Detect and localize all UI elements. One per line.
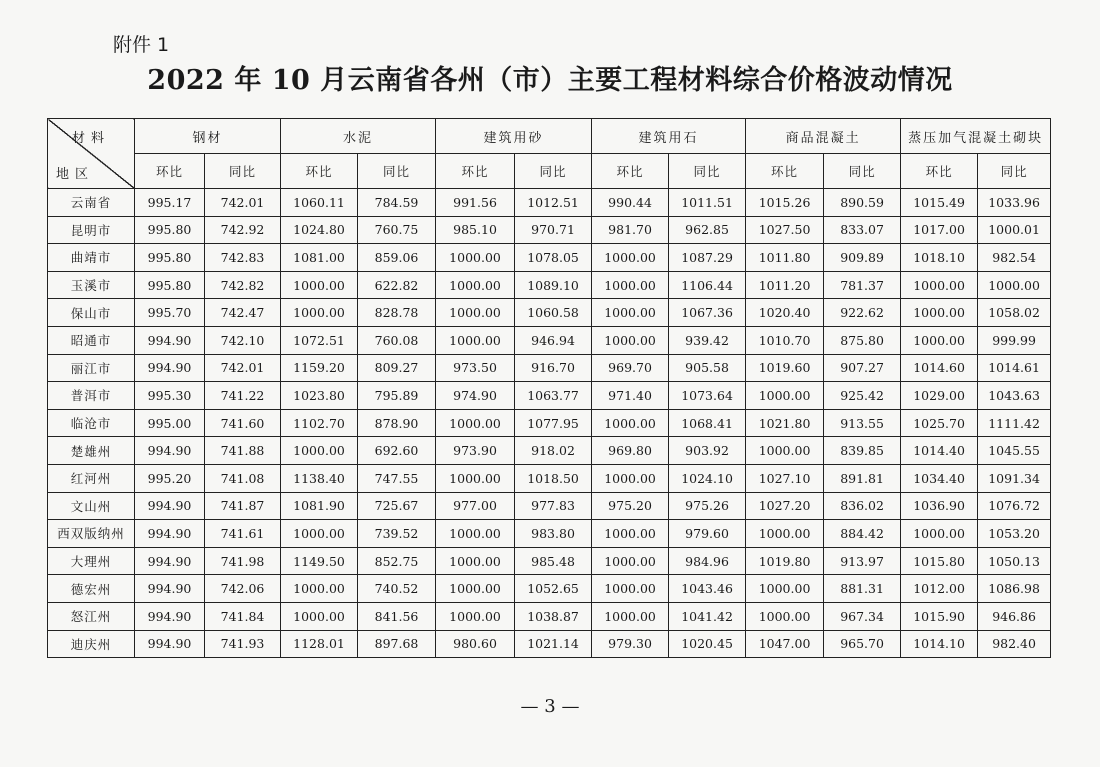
mom-value-cell: 994.90 xyxy=(135,547,205,575)
corner-region-label: 地区 xyxy=(56,167,95,182)
mom-value-cell: 981.70 xyxy=(592,216,669,244)
sub-mom: 环比 xyxy=(592,154,669,189)
table-row xyxy=(48,602,1051,630)
price-table xyxy=(47,118,1051,658)
mom-value-cell: 994.90 xyxy=(135,630,205,658)
yoy-value-cell: 742.06 xyxy=(205,575,281,603)
mom-value-cell: 1015.80 xyxy=(901,547,978,575)
mom-value-cell: 1036.90 xyxy=(901,492,978,520)
table-body xyxy=(48,189,1051,658)
mom-value-cell: 1047.00 xyxy=(746,630,824,658)
yoy-value-cell: 1050.13 xyxy=(978,547,1051,575)
mom-value-cell: 1014.10 xyxy=(901,630,978,658)
mom-value-cell: 1000.00 xyxy=(436,299,515,327)
yoy-value-cell: 742.83 xyxy=(205,244,281,272)
mom-value-cell: 1000.00 xyxy=(436,464,515,492)
yoy-value-cell: 1087.29 xyxy=(669,244,746,272)
yoy-value-cell: 836.02 xyxy=(824,492,901,520)
mom-value-cell: 1000.00 xyxy=(436,326,515,354)
yoy-value-cell: 913.97 xyxy=(824,547,901,575)
mom-value-cell: 1000.00 xyxy=(901,326,978,354)
yoy-value-cell: 979.60 xyxy=(669,520,746,548)
yoy-value-cell: 909.89 xyxy=(824,244,901,272)
mom-value-cell: 1023.80 xyxy=(281,382,358,410)
yoy-value-cell: 925.42 xyxy=(824,382,901,410)
table-row xyxy=(48,547,1051,575)
mom-value-cell: 974.90 xyxy=(436,382,515,410)
mom-value-cell: 1000.00 xyxy=(436,271,515,299)
mom-value-cell: 1014.60 xyxy=(901,354,978,382)
mom-value-cell: 990.44 xyxy=(592,189,669,217)
yoy-value-cell: 890.59 xyxy=(824,189,901,217)
yoy-value-cell: 1014.61 xyxy=(978,354,1051,382)
region-cell: 大理州 xyxy=(48,547,135,575)
mom-value-cell: 975.20 xyxy=(592,492,669,520)
yoy-value-cell: 1020.45 xyxy=(669,630,746,658)
yoy-value-cell: 859.06 xyxy=(358,244,436,272)
mom-value-cell: 1072.51 xyxy=(281,326,358,354)
mom-value-cell: 1000.00 xyxy=(901,271,978,299)
mom-value-cell: 1000.00 xyxy=(901,299,978,327)
yoy-value-cell: 1052.65 xyxy=(515,575,592,603)
sub-mom: 环比 xyxy=(135,154,205,189)
yoy-value-cell: 1021.14 xyxy=(515,630,592,658)
yoy-value-cell: 741.88 xyxy=(205,437,281,465)
region-cell: 西双版纳州 xyxy=(48,520,135,548)
region-cell: 楚雄州 xyxy=(48,437,135,465)
yoy-value-cell: 1111.42 xyxy=(978,409,1051,437)
region-cell: 昆明市 xyxy=(48,216,135,244)
mom-value-cell: 1000.00 xyxy=(592,547,669,575)
yoy-value-cell: 922.62 xyxy=(824,299,901,327)
yoy-value-cell: 881.31 xyxy=(824,575,901,603)
table-row xyxy=(48,492,1051,520)
mom-value-cell: 1000.00 xyxy=(281,271,358,299)
yoy-value-cell: 1041.42 xyxy=(669,602,746,630)
yoy-value-cell: 1000.00 xyxy=(978,271,1051,299)
yoy-value-cell: 967.34 xyxy=(824,602,901,630)
mom-value-cell: 1000.00 xyxy=(281,602,358,630)
table-row xyxy=(48,244,1051,272)
yoy-value-cell: 985.48 xyxy=(515,547,592,575)
mom-value-cell: 1000.00 xyxy=(592,464,669,492)
yoy-value-cell: 913.55 xyxy=(824,409,901,437)
region-cell: 普洱市 xyxy=(48,382,135,410)
material-cement: 水泥 xyxy=(281,119,436,154)
yoy-value-cell: 795.89 xyxy=(358,382,436,410)
mom-value-cell: 995.30 xyxy=(135,382,205,410)
mom-value-cell: 1027.10 xyxy=(746,464,824,492)
mom-value-cell: 969.70 xyxy=(592,354,669,382)
mom-value-cell: 1025.70 xyxy=(901,409,978,437)
mom-value-cell: 1012.00 xyxy=(901,575,978,603)
yoy-value-cell: 1091.34 xyxy=(978,464,1051,492)
yoy-value-cell: 982.54 xyxy=(978,244,1051,272)
yoy-value-cell: 1045.55 xyxy=(978,437,1051,465)
mom-value-cell: 1011.20 xyxy=(746,271,824,299)
yoy-value-cell: 1089.10 xyxy=(515,271,592,299)
yoy-value-cell: 1058.02 xyxy=(978,299,1051,327)
mom-value-cell: 1010.70 xyxy=(746,326,824,354)
mom-value-cell: 973.50 xyxy=(436,354,515,382)
yoy-value-cell: 982.40 xyxy=(978,630,1051,658)
yoy-value-cell: 784.59 xyxy=(358,189,436,217)
mom-value-cell: 995.80 xyxy=(135,216,205,244)
mom-value-cell: 979.30 xyxy=(592,630,669,658)
yoy-value-cell: 916.70 xyxy=(515,354,592,382)
mom-value-cell: 1000.00 xyxy=(746,437,824,465)
mom-value-cell: 1000.00 xyxy=(592,520,669,548)
region-cell: 玉溪市 xyxy=(48,271,135,299)
mom-value-cell: 985.10 xyxy=(436,216,515,244)
mom-value-cell: 1018.10 xyxy=(901,244,978,272)
mom-value-cell: 1011.80 xyxy=(746,244,824,272)
yoy-value-cell: 1012.51 xyxy=(515,189,592,217)
region-cell: 保山市 xyxy=(48,299,135,327)
yoy-value-cell: 983.80 xyxy=(515,520,592,548)
mom-value-cell: 994.90 xyxy=(135,520,205,548)
mom-value-cell: 1000.00 xyxy=(281,299,358,327)
table-row xyxy=(48,464,1051,492)
yoy-value-cell: 1078.05 xyxy=(515,244,592,272)
region-cell: 怒江州 xyxy=(48,602,135,630)
sub-yoy: 同比 xyxy=(669,154,746,189)
mom-value-cell: 1081.00 xyxy=(281,244,358,272)
yoy-value-cell: 970.71 xyxy=(515,216,592,244)
mom-value-cell: 1000.00 xyxy=(592,271,669,299)
material-sand: 建筑用砂 xyxy=(436,119,592,154)
yoy-value-cell: 741.87 xyxy=(205,492,281,520)
material-aerated-block: 蒸压加气混凝土砌块 xyxy=(901,119,1051,154)
yoy-value-cell: 741.08 xyxy=(205,464,281,492)
mom-value-cell: 994.90 xyxy=(135,437,205,465)
yoy-value-cell: 841.56 xyxy=(358,602,436,630)
mom-value-cell: 1081.90 xyxy=(281,492,358,520)
yoy-value-cell: 760.75 xyxy=(358,216,436,244)
sub-yoy: 同比 xyxy=(824,154,901,189)
yoy-value-cell: 905.58 xyxy=(669,354,746,382)
yoy-value-cell: 1033.96 xyxy=(978,189,1051,217)
table-row xyxy=(48,354,1051,382)
mom-value-cell: 1024.80 xyxy=(281,216,358,244)
yoy-value-cell: 977.83 xyxy=(515,492,592,520)
mom-value-cell: 1000.00 xyxy=(436,409,515,437)
yoy-value-cell: 1018.50 xyxy=(515,464,592,492)
mom-value-cell: 973.90 xyxy=(436,437,515,465)
table-row xyxy=(48,409,1051,437)
yoy-value-cell: 741.60 xyxy=(205,409,281,437)
yoy-value-cell: 1024.10 xyxy=(669,464,746,492)
mom-value-cell: 1000.00 xyxy=(281,437,358,465)
yoy-value-cell: 962.85 xyxy=(669,216,746,244)
corner-header xyxy=(48,119,135,189)
table-row xyxy=(48,630,1051,658)
yoy-value-cell: 828.78 xyxy=(358,299,436,327)
mom-value-cell: 1021.80 xyxy=(746,409,824,437)
table-row xyxy=(48,382,1051,410)
region-cell: 德宏州 xyxy=(48,575,135,603)
sub-header-row xyxy=(48,154,1051,189)
mom-value-cell: 995.80 xyxy=(135,271,205,299)
yoy-value-cell: 1073.64 xyxy=(669,382,746,410)
mom-value-cell: 1000.00 xyxy=(746,602,824,630)
table-row xyxy=(48,216,1051,244)
region-cell: 红河州 xyxy=(48,464,135,492)
mom-value-cell: 994.90 xyxy=(135,602,205,630)
yoy-value-cell: 622.82 xyxy=(358,271,436,299)
table-row xyxy=(48,575,1051,603)
yoy-value-cell: 965.70 xyxy=(824,630,901,658)
yoy-value-cell: 1106.44 xyxy=(669,271,746,299)
mom-value-cell: 1138.40 xyxy=(281,464,358,492)
yoy-value-cell: 742.01 xyxy=(205,189,281,217)
yoy-value-cell: 903.92 xyxy=(669,437,746,465)
yoy-value-cell: 742.10 xyxy=(205,326,281,354)
yoy-value-cell: 891.81 xyxy=(824,464,901,492)
table-row xyxy=(48,437,1051,465)
yoy-value-cell: 1043.46 xyxy=(669,575,746,603)
mom-value-cell: 1000.00 xyxy=(436,575,515,603)
mom-value-cell: 1020.40 xyxy=(746,299,824,327)
yoy-value-cell: 884.42 xyxy=(824,520,901,548)
yoy-value-cell: 1063.77 xyxy=(515,382,592,410)
mom-value-cell: 1017.00 xyxy=(901,216,978,244)
yoy-value-cell: 999.99 xyxy=(978,326,1051,354)
mom-value-cell: 991.56 xyxy=(436,189,515,217)
mom-value-cell: 1000.00 xyxy=(901,520,978,548)
yoy-value-cell: 875.80 xyxy=(824,326,901,354)
mom-value-cell: 1027.20 xyxy=(746,492,824,520)
table-row xyxy=(48,520,1051,548)
sub-mom: 环比 xyxy=(436,154,515,189)
yoy-value-cell: 1067.36 xyxy=(669,299,746,327)
table-row xyxy=(48,326,1051,354)
region-cell: 丽江市 xyxy=(48,354,135,382)
mom-value-cell: 1000.00 xyxy=(746,382,824,410)
yoy-value-cell: 781.37 xyxy=(824,271,901,299)
page-title: 2022 年 10 月云南省各州（市）主要工程材料综合价格波动情况 xyxy=(147,65,953,96)
yoy-value-cell: 1076.72 xyxy=(978,492,1051,520)
mom-value-cell: 1128.01 xyxy=(281,630,358,658)
yoy-value-cell: 1011.51 xyxy=(669,189,746,217)
mom-value-cell: 1015.26 xyxy=(746,189,824,217)
yoy-value-cell: 1000.01 xyxy=(978,216,1051,244)
yoy-value-cell: 975.26 xyxy=(669,492,746,520)
yoy-value-cell: 760.08 xyxy=(358,326,436,354)
yoy-value-cell: 1060.58 xyxy=(515,299,592,327)
mom-value-cell: 995.17 xyxy=(135,189,205,217)
yoy-value-cell: 1086.98 xyxy=(978,575,1051,603)
mom-value-cell: 1000.00 xyxy=(436,520,515,548)
sub-yoy: 同比 xyxy=(358,154,436,189)
attachment-label: 附件 1 xyxy=(113,34,170,56)
mom-value-cell: 971.40 xyxy=(592,382,669,410)
material-steel: 钢材 xyxy=(135,119,281,154)
mom-value-cell: 1000.00 xyxy=(281,575,358,603)
mom-value-cell: 1000.00 xyxy=(592,409,669,437)
yoy-value-cell: 809.27 xyxy=(358,354,436,382)
yoy-value-cell: 742.47 xyxy=(205,299,281,327)
yoy-value-cell: 725.67 xyxy=(358,492,436,520)
table-row xyxy=(48,271,1051,299)
region-cell: 云南省 xyxy=(48,189,135,217)
mom-value-cell: 1000.00 xyxy=(592,326,669,354)
mom-value-cell: 1015.90 xyxy=(901,602,978,630)
mom-value-cell: 1014.40 xyxy=(901,437,978,465)
mom-value-cell: 995.80 xyxy=(135,244,205,272)
mom-value-cell: 1029.00 xyxy=(901,382,978,410)
region-cell: 临沧市 xyxy=(48,409,135,437)
yoy-value-cell: 741.98 xyxy=(205,547,281,575)
yoy-value-cell: 1043.63 xyxy=(978,382,1051,410)
mom-value-cell: 995.00 xyxy=(135,409,205,437)
mom-value-cell: 1000.00 xyxy=(436,244,515,272)
yoy-value-cell: 939.42 xyxy=(669,326,746,354)
region-cell: 昭通市 xyxy=(48,326,135,354)
region-cell: 迪庆州 xyxy=(48,630,135,658)
yoy-value-cell: 878.90 xyxy=(358,409,436,437)
mom-value-cell: 980.60 xyxy=(436,630,515,658)
mom-value-cell: 995.70 xyxy=(135,299,205,327)
mom-value-cell: 1000.00 xyxy=(436,602,515,630)
yoy-value-cell: 741.61 xyxy=(205,520,281,548)
mom-value-cell: 969.80 xyxy=(592,437,669,465)
yoy-value-cell: 1053.20 xyxy=(978,520,1051,548)
yoy-value-cell: 741.93 xyxy=(205,630,281,658)
yoy-value-cell: 1077.95 xyxy=(515,409,592,437)
mom-value-cell: 1027.50 xyxy=(746,216,824,244)
mom-value-cell: 1019.60 xyxy=(746,354,824,382)
mom-value-cell: 1000.00 xyxy=(592,602,669,630)
yoy-value-cell: 1068.41 xyxy=(669,409,746,437)
yoy-value-cell: 1038.87 xyxy=(515,602,592,630)
sub-mom: 环比 xyxy=(746,154,824,189)
yoy-value-cell: 839.85 xyxy=(824,437,901,465)
yoy-value-cell: 742.92 xyxy=(205,216,281,244)
table-row xyxy=(48,299,1051,327)
yoy-value-cell: 747.55 xyxy=(358,464,436,492)
yoy-value-cell: 833.07 xyxy=(824,216,901,244)
material-stone: 建筑用石 xyxy=(592,119,746,154)
yoy-value-cell: 742.82 xyxy=(205,271,281,299)
mom-value-cell: 1000.00 xyxy=(592,575,669,603)
material-concrete: 商品混凝土 xyxy=(746,119,901,154)
mom-value-cell: 994.90 xyxy=(135,354,205,382)
mom-value-cell: 1019.80 xyxy=(746,547,824,575)
region-cell: 曲靖市 xyxy=(48,244,135,272)
sub-mom: 环比 xyxy=(281,154,358,189)
yoy-value-cell: 852.75 xyxy=(358,547,436,575)
yoy-value-cell: 740.52 xyxy=(358,575,436,603)
page-number: — 3 — xyxy=(520,696,580,717)
yoy-value-cell: 742.01 xyxy=(205,354,281,382)
mom-value-cell: 1000.00 xyxy=(436,547,515,575)
sub-yoy: 同比 xyxy=(515,154,592,189)
mom-value-cell: 1159.20 xyxy=(281,354,358,382)
yoy-value-cell: 741.22 xyxy=(205,382,281,410)
corner-material-label: 材料 xyxy=(71,131,110,146)
mom-value-cell: 1149.50 xyxy=(281,547,358,575)
mom-value-cell: 977.00 xyxy=(436,492,515,520)
sub-mom: 环比 xyxy=(901,154,978,189)
mom-value-cell: 1015.49 xyxy=(901,189,978,217)
mom-value-cell: 994.90 xyxy=(135,326,205,354)
sub-yoy: 同比 xyxy=(205,154,281,189)
mom-value-cell: 1102.70 xyxy=(281,409,358,437)
mom-value-cell: 1000.00 xyxy=(281,520,358,548)
yoy-value-cell: 946.94 xyxy=(515,326,592,354)
yoy-value-cell: 692.60 xyxy=(358,437,436,465)
mom-value-cell: 1000.00 xyxy=(746,520,824,548)
yoy-value-cell: 739.52 xyxy=(358,520,436,548)
yoy-value-cell: 907.27 xyxy=(824,354,901,382)
sub-yoy: 同比 xyxy=(978,154,1051,189)
yoy-value-cell: 918.02 xyxy=(515,437,592,465)
yoy-value-cell: 897.68 xyxy=(358,630,436,658)
mom-value-cell: 1034.40 xyxy=(901,464,978,492)
mom-value-cell: 1000.00 xyxy=(592,244,669,272)
yoy-value-cell: 946.86 xyxy=(978,602,1051,630)
mom-value-cell: 1060.11 xyxy=(281,189,358,217)
mom-value-cell: 1000.00 xyxy=(746,575,824,603)
mom-value-cell: 994.90 xyxy=(135,575,205,603)
mom-value-cell: 1000.00 xyxy=(592,299,669,327)
mom-value-cell: 995.20 xyxy=(135,464,205,492)
yoy-value-cell: 984.96 xyxy=(669,547,746,575)
region-cell: 文山州 xyxy=(48,492,135,520)
material-header-row xyxy=(48,119,1051,154)
mom-value-cell: 994.90 xyxy=(135,492,205,520)
yoy-value-cell: 741.84 xyxy=(205,602,281,630)
table-row xyxy=(48,189,1051,217)
